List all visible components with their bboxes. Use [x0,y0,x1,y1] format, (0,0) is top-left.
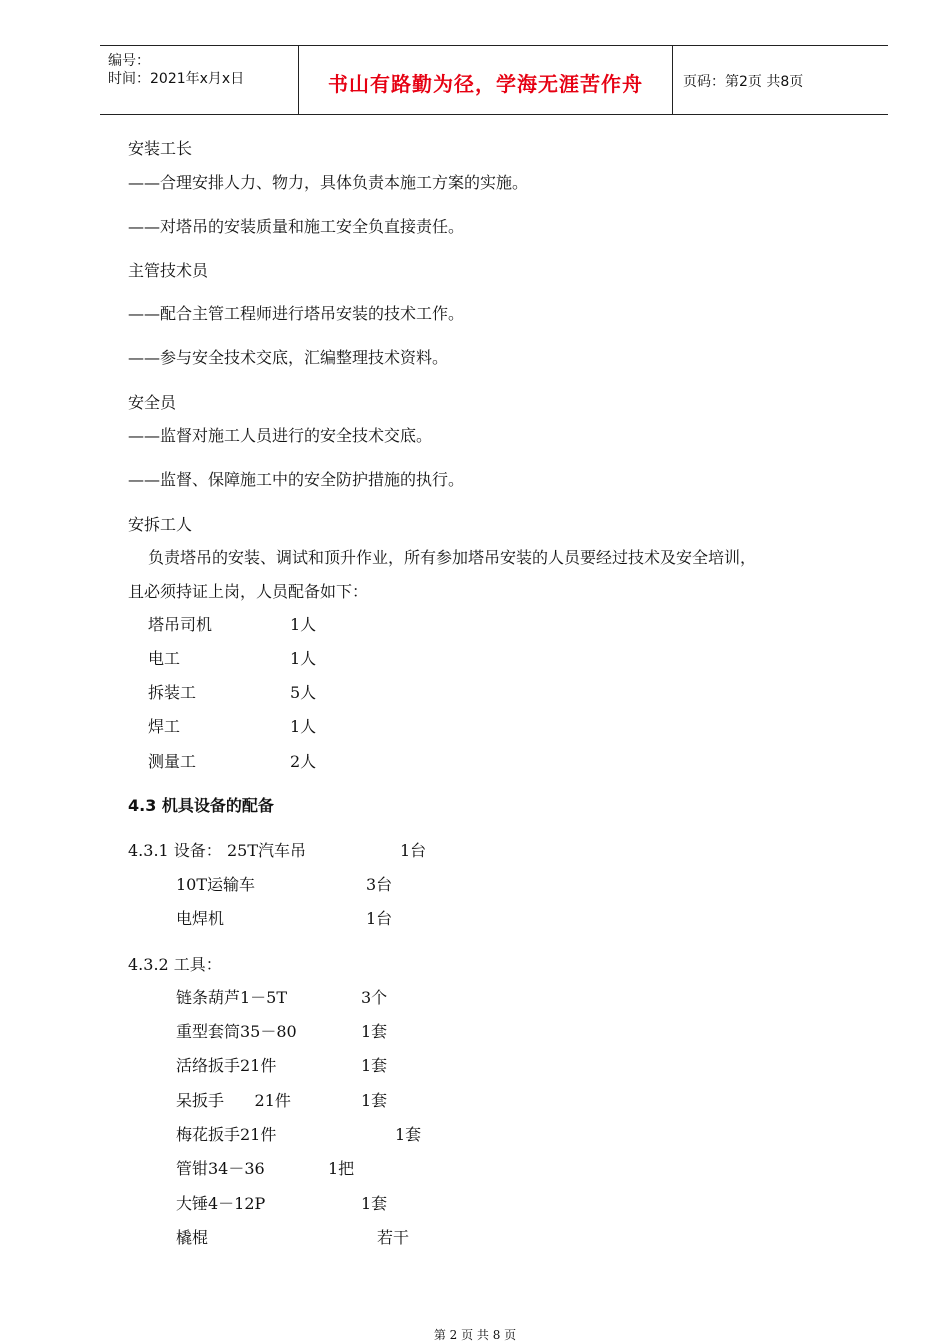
device-name: 10T运输车 [176,875,256,894]
workers-paragraph: 负责塔吊的安装、调试和顶升作业，所有参加塔吊安装的人员要经过技术及安全培训， [148,548,757,567]
tool-name: 活络扳手21件 [176,1056,277,1075]
equipment-heading: 4.3 机具设备的配备 [128,796,274,815]
header-motto: 书山有路勤为径，学海无涯苦作舟 [328,72,643,96]
header-motto-cell [299,46,673,114]
document-time: 时间：2021年x月x日 [108,71,245,87]
tool-name: 重型套筒35－80 [176,1022,297,1041]
header-page-code: 页码：第2页 共8页 [683,74,804,90]
staff-role: 焊工 [148,717,181,736]
staff-role: 电工 [148,649,181,668]
tool-qty: 1套 [361,1091,388,1110]
section-title-workers: 安拆工人 [128,515,193,534]
duty-item: ——配合主管工程师进行塔吊安装的技术工作。 [128,304,465,323]
staff-role: 测量工 [148,752,197,771]
duty-item: ——对塔吊的安装质量和施工安全负直接责任。 [128,217,465,236]
duty-item: ——参与安全技术交底，汇编整理技术资料。 [128,348,449,367]
staff-count: 1人 [290,717,317,736]
page-header [100,45,888,115]
section-title-safety-officer: 安全员 [128,393,177,412]
tool-name: 呆扳手 21件 [176,1091,291,1110]
section-title-install-foreman: 安装工长 [128,139,193,158]
tool-qty: 1套 [361,1056,388,1075]
tool-name: 管钳34－36 [176,1159,265,1178]
tool-qty: 3个 [361,988,388,1007]
staff-role: 塔吊司机 [148,615,213,634]
tool-name: 橇棍 [176,1228,209,1247]
staff-count: 5人 [290,683,317,702]
workers-paragraph-cont: 且必须持证上岗，人员配备如下： [128,582,369,601]
device-qty: 1台 [366,909,393,928]
tool-qty: 1套 [395,1125,422,1144]
duty-item: ——监督对施工人员进行的安全技术交底。 [128,426,433,445]
staff-count: 1人 [290,615,317,634]
staff-role: 拆装工 [148,683,197,702]
header-meta [100,46,299,114]
tool-qty: 1套 [361,1194,388,1213]
page-footer: 第 2 页 共 8 页 [433,1328,517,1342]
tool-qty: 1把 [328,1159,355,1178]
tool-qty: 若干 [377,1228,410,1247]
device-qty: 1台 [400,841,427,860]
document-number-label: 编号： [108,53,150,69]
device-name: 25T汽车吊 [227,841,307,860]
tools-label: 4.3.2 工具： [128,955,222,974]
tool-name: 链条葫芦1－5T [176,988,288,1007]
staff-count: 2人 [290,752,317,771]
duty-item: ——合理安排人力、物力，具体负责本施工方案的实施。 [128,173,529,192]
devices-label: 4.3.1 设备： [128,841,222,860]
section-title-chief-tech: 主管技术员 [128,261,209,280]
device-name: 电焊机 [176,909,225,928]
header-page-cell [673,46,888,114]
duty-item: ——监督、保障施工中的安全防护措施的执行。 [128,470,465,489]
staff-count: 1人 [290,649,317,668]
tool-name: 梅花扳手21件 [176,1125,277,1144]
tool-name: 大锤4－12P [176,1194,266,1213]
device-qty: 3台 [366,875,393,894]
tool-qty: 1套 [361,1022,388,1041]
